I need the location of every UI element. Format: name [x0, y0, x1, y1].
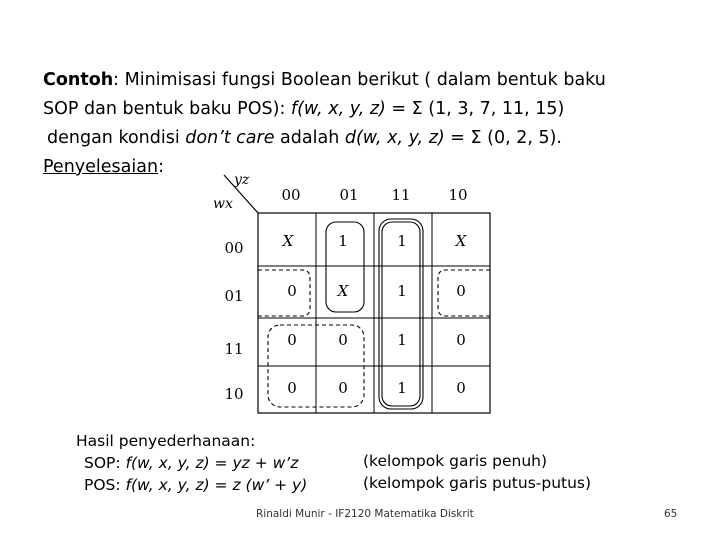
cell-0010: X — [455, 232, 467, 250]
cell-0011: 1 — [397, 232, 407, 250]
sop-result — [76, 452, 307, 474]
dont-care-term: don’t care — [185, 128, 275, 148]
pos-expression: f(w, x, y, z) = z (w’ + y) — [125, 476, 308, 494]
cell-1000: 0 — [287, 379, 297, 397]
problem-text-2: SOP dan bentuk baku POS): — [43, 99, 291, 119]
col-header-11: 11 — [391, 186, 411, 204]
row-header-01: 01 — [224, 287, 244, 305]
function-d: d(w, x, y, z) — [344, 128, 445, 148]
pos-group-note: (kelompok garis putus-putus) — [363, 474, 592, 492]
row-var-label: wx — [213, 196, 233, 212]
solution-colon: : — [158, 157, 164, 177]
row-header-11: 11 — [224, 340, 244, 358]
cell-1100: 0 — [287, 331, 297, 349]
cell-0000: X — [282, 232, 294, 250]
simplification-result — [76, 430, 307, 496]
function-f: f(w, x, y, z) — [290, 99, 386, 119]
cell-0101: X — [337, 282, 349, 300]
cell-0100: 0 — [287, 282, 297, 300]
col-header-01: 01 — [339, 186, 359, 204]
cell-0001: 1 — [338, 232, 348, 250]
sop-label: SOP: — [84, 454, 126, 472]
cell-0110: 0 — [456, 282, 466, 300]
page-number: 65 — [664, 508, 678, 520]
cell-1010: 0 — [456, 379, 466, 397]
col-header-00: 00 — [281, 186, 301, 204]
result-heading: Hasil penyederhanaan: — [76, 432, 256, 450]
dont-care-list: = Σ (0, 2, 5). — [444, 128, 562, 148]
pos-result — [76, 474, 307, 496]
solution-label: Penyelesaian — [43, 157, 159, 177]
sop-expression: f(w, x, y, z) = yz + w’z — [125, 454, 299, 472]
cell-1110: 0 — [456, 331, 466, 349]
col-header-10: 10 — [448, 186, 468, 204]
row-header-00: 00 — [224, 239, 244, 257]
problem-text-4: adalah — [274, 128, 345, 148]
problem-text-1: : Minimisasi fungsi Boolean berikut ( dalam bentuk baku — [113, 70, 606, 90]
problem-text-3: dengan kondisi — [47, 128, 186, 148]
example-label: Contoh — [43, 70, 114, 90]
cell-1101: 0 — [338, 331, 348, 349]
cell-0111: 1 — [397, 282, 407, 300]
sop-group-note: (kelompok garis penuh) — [363, 452, 548, 470]
minterm-list: = Σ (1, 3, 7, 11, 15) — [385, 99, 565, 119]
col-var-label: yz — [234, 172, 250, 188]
footer-credit: Rinaldi Munir - IF2120 Matematika Diskrit — [256, 508, 474, 520]
cell-1111: 1 — [397, 331, 407, 349]
pos-label: POS: — [84, 476, 126, 494]
pos-group-left — [258, 270, 310, 316]
cell-1011: 1 — [397, 379, 407, 397]
cell-1001: 0 — [338, 379, 348, 397]
row-header-10: 10 — [224, 385, 244, 403]
